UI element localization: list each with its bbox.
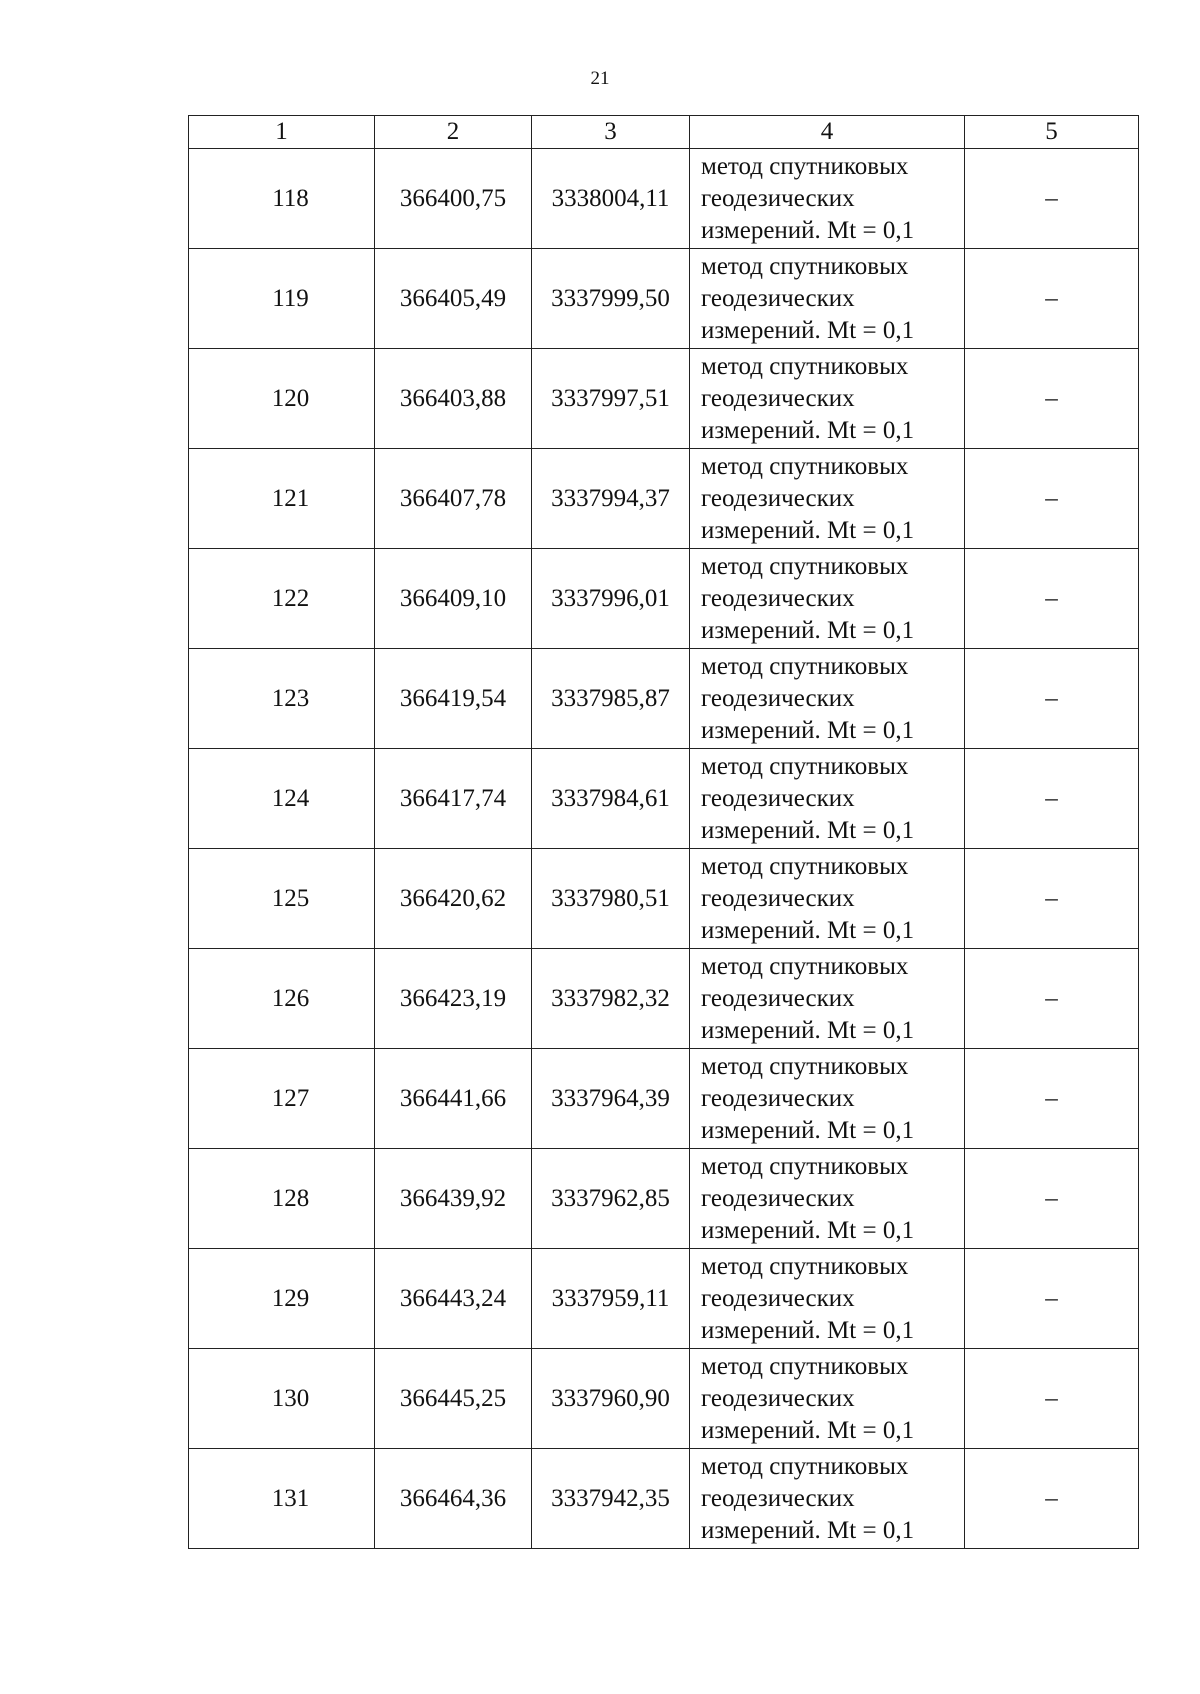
method-text-line: геодезических xyxy=(701,184,855,212)
header-col-4: 4 xyxy=(690,116,965,149)
note-cell: – xyxy=(965,1249,1139,1349)
method-text-line: метод спутниковых xyxy=(701,1052,909,1080)
method-text-line: измерений. Mt = 0,1 xyxy=(701,716,915,744)
table-row xyxy=(189,1349,1139,1449)
method-text-line: измерений. Mt = 0,1 xyxy=(701,1416,915,1444)
y-coordinate-cell: 3337994,37 xyxy=(532,449,690,549)
note-cell: – xyxy=(965,1049,1139,1149)
method-text-line: измерений. Mt = 0,1 xyxy=(701,1116,915,1144)
table-row xyxy=(189,1449,1139,1549)
y-coordinate-cell: 3337985,87 xyxy=(532,649,690,749)
method-text-line: метод спутниковых xyxy=(701,152,909,180)
header-col-1: 1 xyxy=(189,116,375,149)
method-text-line: измерений. Mt = 0,1 xyxy=(701,1216,915,1244)
method-text-line: геодезических xyxy=(701,384,855,412)
y-coordinate-cell: 3337999,50 xyxy=(532,249,690,349)
table-row xyxy=(189,1249,1139,1349)
y-coordinate-cell: 3337959,11 xyxy=(532,1249,690,1349)
y-coordinate-cell: 3337984,61 xyxy=(532,749,690,849)
table-row xyxy=(189,1149,1139,1249)
method-cell xyxy=(690,849,965,949)
table-row xyxy=(189,1049,1139,1149)
x-coordinate-cell: 366417,74 xyxy=(375,749,532,849)
x-coordinate-cell: 366400,75 xyxy=(375,149,532,249)
table-row xyxy=(189,649,1139,749)
method-text-line: измерений. Mt = 0,1 xyxy=(701,1516,915,1544)
header-col-5: 5 xyxy=(965,116,1139,149)
note-cell: – xyxy=(965,549,1139,649)
note-cell: – xyxy=(965,1349,1139,1449)
method-text-line: метод спутниковых xyxy=(701,1452,909,1480)
method-text-line: измерений. Mt = 0,1 xyxy=(701,416,915,444)
point-number-cell: 118 xyxy=(189,149,375,249)
method-text-line: метод спутниковых xyxy=(701,252,909,280)
method-text-line: метод спутниковых xyxy=(701,452,909,480)
y-coordinate-cell: 3337964,39 xyxy=(532,1049,690,1149)
point-number-cell: 119 xyxy=(189,249,375,349)
x-coordinate-cell: 366405,49 xyxy=(375,249,532,349)
table-row xyxy=(189,949,1139,1049)
point-number-cell: 127 xyxy=(189,1049,375,1149)
method-text-line: геодезических xyxy=(701,884,855,912)
method-text-line: геодезических xyxy=(701,1184,855,1212)
method-text-line: геодезических xyxy=(701,1384,855,1412)
table-row xyxy=(189,249,1139,349)
y-coordinate-cell: 3337996,01 xyxy=(532,549,690,649)
x-coordinate-cell: 366423,19 xyxy=(375,949,532,1049)
method-cell xyxy=(690,449,965,549)
method-cell xyxy=(690,1449,965,1549)
method-text-line: измерений. Mt = 0,1 xyxy=(701,516,915,544)
method-text-line: измерений. Mt = 0,1 xyxy=(701,916,915,944)
method-cell xyxy=(690,949,965,1049)
point-number-cell: 125 xyxy=(189,849,375,949)
method-text-line: измерений. Mt = 0,1 xyxy=(701,616,915,644)
method-cell xyxy=(690,1049,965,1149)
x-coordinate-cell: 366407,78 xyxy=(375,449,532,549)
method-text-line: метод спутниковых xyxy=(701,1252,909,1280)
table-row xyxy=(189,449,1139,549)
method-cell xyxy=(690,1249,965,1349)
method-text-line: метод спутниковых xyxy=(701,852,909,880)
method-text-line: геодезических xyxy=(701,684,855,712)
y-coordinate-cell: 3337982,32 xyxy=(532,949,690,1049)
method-text-line: геодезических xyxy=(701,1484,855,1512)
method-cell xyxy=(690,1349,965,1449)
note-cell: – xyxy=(965,1449,1139,1549)
x-coordinate-cell: 366445,25 xyxy=(375,1349,532,1449)
note-cell: – xyxy=(965,749,1139,849)
header-col-2: 2 xyxy=(375,116,532,149)
x-coordinate-cell: 366409,10 xyxy=(375,549,532,649)
method-text-line: измерений. Mt = 0,1 xyxy=(701,1316,915,1344)
note-cell: – xyxy=(965,449,1139,549)
point-number-cell: 129 xyxy=(189,1249,375,1349)
method-text-line: измерений. Mt = 0,1 xyxy=(701,1016,915,1044)
method-text-line: метод спутниковых xyxy=(701,1352,909,1380)
note-cell: – xyxy=(965,649,1139,749)
method-cell xyxy=(690,249,965,349)
coordinates-table xyxy=(188,115,1139,1549)
header-row xyxy=(189,116,1139,149)
y-coordinate-cell: 3337960,90 xyxy=(532,1349,690,1449)
method-cell xyxy=(690,1149,965,1249)
method-cell xyxy=(690,549,965,649)
table-row xyxy=(189,849,1139,949)
method-text-line: измерений. Mt = 0,1 xyxy=(701,216,915,244)
x-coordinate-cell: 366420,62 xyxy=(375,849,532,949)
point-number-cell: 124 xyxy=(189,749,375,849)
table-row xyxy=(189,349,1139,449)
y-coordinate-cell: 3337980,51 xyxy=(532,849,690,949)
method-cell xyxy=(690,649,965,749)
method-text-line: метод спутниковых xyxy=(701,1152,909,1180)
y-coordinate-cell: 3337942,35 xyxy=(532,1449,690,1549)
page-number: 21 xyxy=(590,68,610,89)
note-cell: – xyxy=(965,349,1139,449)
point-number-cell: 128 xyxy=(189,1149,375,1249)
method-text-line: геодезических xyxy=(701,1084,855,1112)
note-cell: – xyxy=(965,949,1139,1049)
x-coordinate-cell: 366441,66 xyxy=(375,1049,532,1149)
method-text-line: геодезических xyxy=(701,784,855,812)
y-coordinate-cell: 3337962,85 xyxy=(532,1149,690,1249)
method-cell xyxy=(690,749,965,849)
method-text-line: метод спутниковых xyxy=(701,652,909,680)
note-cell: – xyxy=(965,249,1139,349)
note-cell: – xyxy=(965,1149,1139,1249)
point-number-cell: 120 xyxy=(189,349,375,449)
method-text-line: измерений. Mt = 0,1 xyxy=(701,316,915,344)
point-number-cell: 121 xyxy=(189,449,375,549)
method-text-line: геодезических xyxy=(701,984,855,1012)
method-text-line: геодезических xyxy=(701,584,855,612)
method-text-line: геодезических xyxy=(701,1284,855,1312)
table-row xyxy=(189,149,1139,249)
method-text-line: геодезических xyxy=(701,284,855,312)
method-text-line: измерений. Mt = 0,1 xyxy=(701,816,915,844)
point-number-cell: 122 xyxy=(189,549,375,649)
x-coordinate-cell: 366403,88 xyxy=(375,349,532,449)
method-text-line: метод спутниковых xyxy=(701,752,909,780)
point-number-cell: 130 xyxy=(189,1349,375,1449)
x-coordinate-cell: 366464,36 xyxy=(375,1449,532,1549)
y-coordinate-cell: 3337997,51 xyxy=(532,349,690,449)
point-number-cell: 123 xyxy=(189,649,375,749)
table-row xyxy=(189,549,1139,649)
x-coordinate-cell: 366419,54 xyxy=(375,649,532,749)
x-coordinate-cell: 366443,24 xyxy=(375,1249,532,1349)
method-cell xyxy=(690,349,965,449)
method-text-line: геодезических xyxy=(701,484,855,512)
header-col-3: 3 xyxy=(532,116,690,149)
table-header xyxy=(189,116,1139,149)
method-text-line: метод спутниковых xyxy=(701,552,909,580)
x-coordinate-cell: 366439,92 xyxy=(375,1149,532,1249)
method-cell xyxy=(690,149,965,249)
method-text-line: метод спутниковых xyxy=(701,952,909,980)
note-cell: – xyxy=(965,849,1139,949)
point-number-cell: 126 xyxy=(189,949,375,1049)
table-body xyxy=(189,149,1139,1549)
table-row xyxy=(189,749,1139,849)
y-coordinate-cell: 3338004,11 xyxy=(532,149,690,249)
point-number-cell: 131 xyxy=(189,1449,375,1549)
method-text-line: метод спутниковых xyxy=(701,352,909,380)
note-cell: – xyxy=(965,149,1139,249)
